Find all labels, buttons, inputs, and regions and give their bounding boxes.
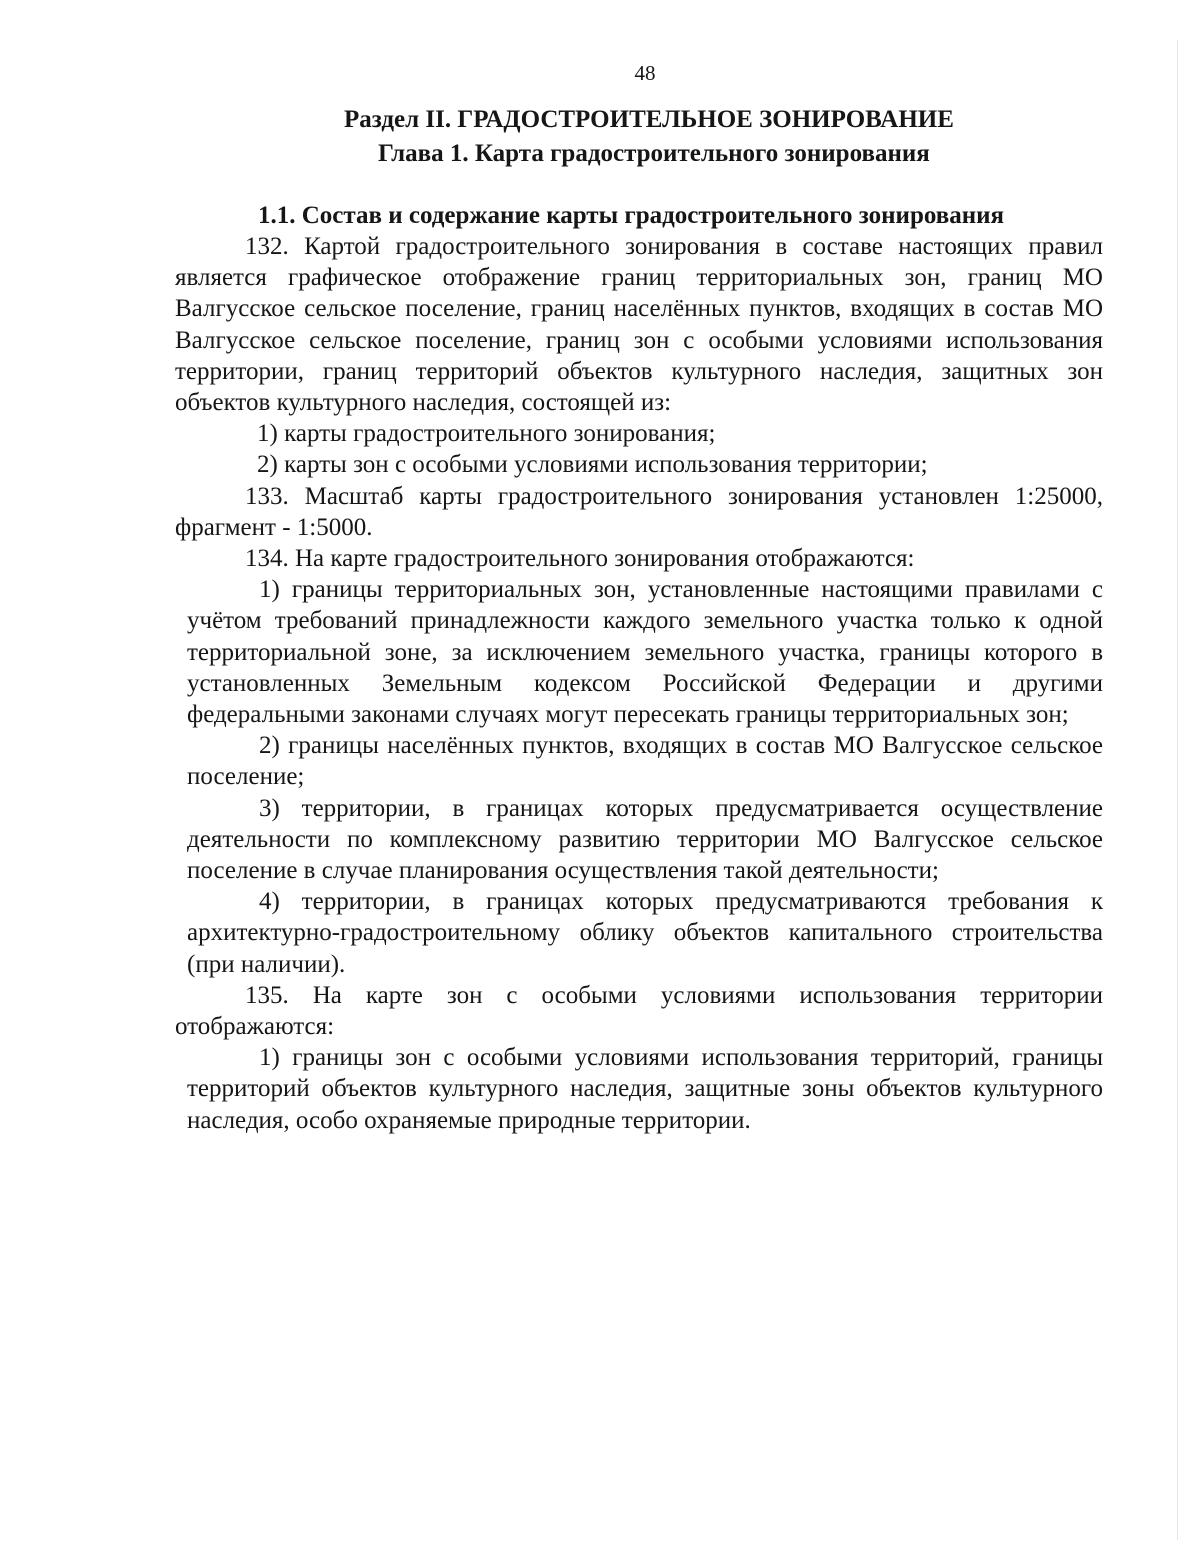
list-item-134-2: 2) границы населённых пунктов, входящих в состав МО Валгусское сельское поселение; (187, 732, 1103, 791)
paragraph-132: 132. Картой градостроительного зонирования в составе настоящих правил является графическое отображение границ территориальных зон, границ МО Валгусское сельское поселение, границ населённых пунктов, входящих в состав МО Валгусское сельское поселение, границ зон с особыми условиями использования территории, границ территорий объектов культурного наследия, защитных зон объектов культурного наследия, состоящей из: (175, 233, 1103, 417)
paragraph-133: 133. Масштаб карты градостроительного зонирования установлен 1:25000, фрагмент - 1:5000. (175, 482, 1103, 541)
list-item-134-4: 4) территории, в границах которых предусматриваются требования к архитектурно-градостроительному облику объектов капитального строительства (при наличии). (187, 888, 1103, 978)
paragraph-135: 135. На карте зон с особыми условиями использования территории отображаются: (175, 981, 1103, 1041)
list-item-134-1: 1) границы территориальных зон, установленные настоящими правилами с учётом требований принадлежности каждого земельного участка только к одной территориальной зоне, за исключением земельного участка, границы которого в установленных Земельным кодексом Российской Федерации и другими федеральными законами случаях могут пересекать границы территориальных зон; (187, 576, 1103, 729)
page-number: 48 (634, 61, 656, 85)
section-title: Раздел II. ГРАДОСТРОИТЕЛЬНОЕ ЗОНИРОВАНИЕ (344, 106, 954, 133)
list-item-135-1: 1) границы зон с особыми условиями использования территорий, границы территорий объектов культурного наследия, защитные зоны объектов культурного наследия, особо охраняемые природные территории. (187, 1044, 1103, 1134)
document-body (175, 231, 1103, 1136)
list-item-132-1: 1) карты градостроительного зонирования; (257, 420, 716, 448)
chapter-title: Глава 1. Карта градостроительного зонирования (378, 140, 930, 167)
paragraph-134: 134. На карте градостроительного зонирования отображаются: (245, 545, 915, 573)
list-item-134-3: 3) территории, в границах которых предусматривается осуществление деятельности по комплексному развитию территории МО Валгусское сельское поселение в случае планирования осуществления такой деятельности; (187, 794, 1103, 885)
subsection-title: 1.1. Состав и содержание карты градостроительного зонирования (258, 202, 1005, 229)
list-item-132-2: 2) карты зон с особыми условиями использования территории; (257, 451, 928, 479)
scan-edge-line (1177, 40, 1178, 1540)
